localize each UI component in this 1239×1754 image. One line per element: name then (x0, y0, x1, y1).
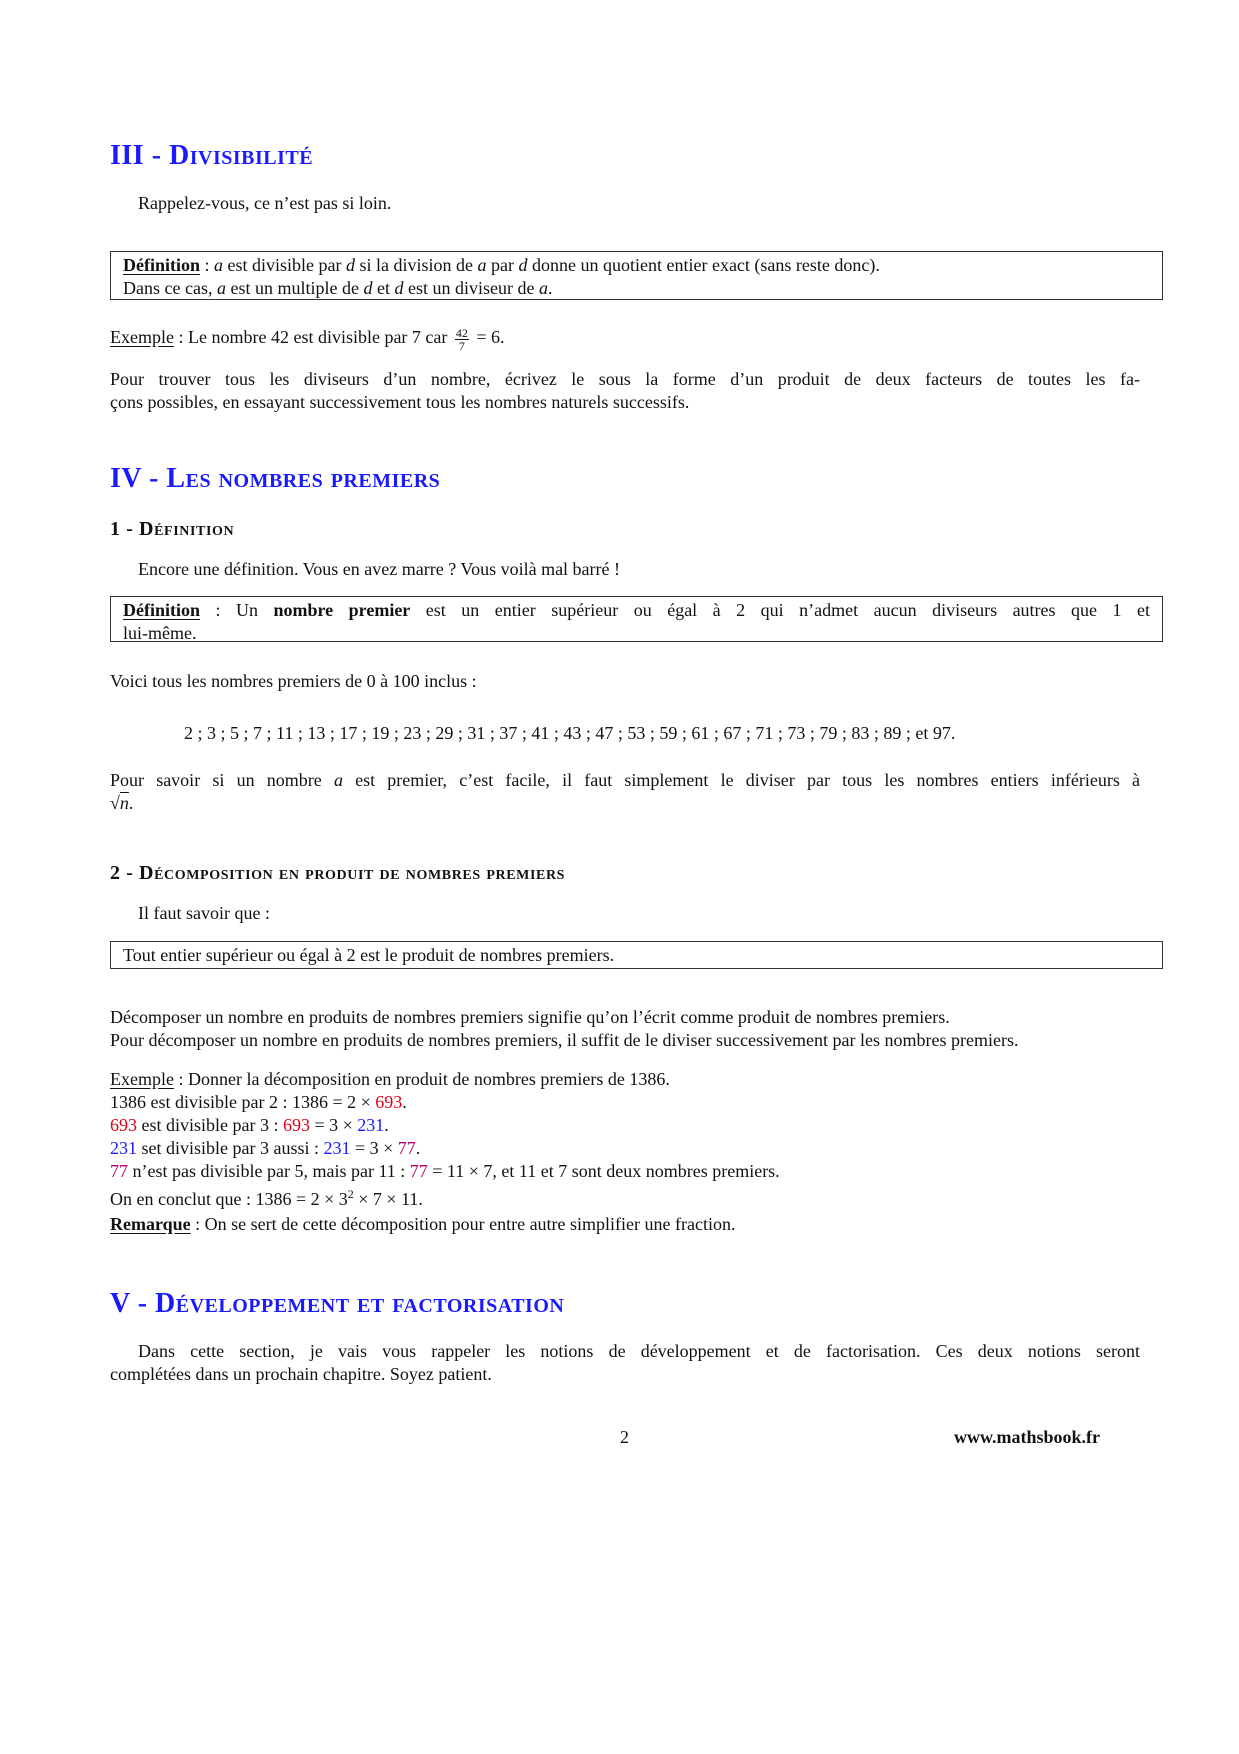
text: . (415, 1138, 421, 1158)
primes-list-intro: Voici tous les nombres premiers de 0 à 100 inclus : (110, 671, 477, 691)
text: = 11 × 7, et 11 et 7 sont deux nombres premiers. (427, 1161, 780, 1181)
highlight-blue: 231 (357, 1115, 385, 1135)
definition-line-2: lui-même. (123, 623, 197, 643)
text: Pour savoir si un nombre (110, 770, 334, 790)
definition-label: Définition (123, 255, 201, 275)
subsection-2-intro: Il faut savoir que : (138, 903, 270, 923)
example-line (110, 1091, 780, 1114)
remark (110, 1213, 736, 1236)
example-line (110, 1068, 780, 1091)
example-divisibility (110, 326, 505, 352)
text: si la division de (355, 255, 478, 275)
highlight-red: 693 (110, 1115, 137, 1135)
example-line (110, 1160, 780, 1183)
text: = 3 × (309, 1115, 358, 1135)
math-var: d (346, 255, 356, 275)
example-line (110, 1114, 780, 1137)
text: : On se sert de cette décomposition pour entre autre simplifier une fraction. (190, 1214, 736, 1234)
paragraph-line: çons possibles, en essayant successivement tous les nombres naturels successifs. (110, 392, 690, 412)
text: : Un (200, 600, 274, 620)
highlight-red: 693 (282, 1115, 310, 1135)
definition-label: Définition (123, 600, 201, 620)
example-label: Exemple (110, 327, 174, 347)
text: × 7 × 11. (353, 1189, 423, 1209)
subsection-1-intro: Encore une définition. Vous en avez marre ? Vous voilà mal barré ! (138, 559, 621, 579)
math-var: a (333, 770, 343, 790)
paragraph-line: Pour décomposer un nombre en produits de nombres premiers, il suffit de le diviser successivement par les nombres premiers. (110, 1030, 1019, 1050)
text: . (402, 1092, 407, 1112)
exponent: 2 (347, 1187, 354, 1201)
example-line (110, 1183, 780, 1211)
sqrt-symbol: √ (110, 793, 120, 813)
math-var: d (394, 278, 404, 298)
text: : (200, 255, 215, 275)
math-var: d (363, 278, 373, 298)
prime-test-paragraph (110, 769, 1140, 815)
definition-box-divisibility (110, 251, 1163, 300)
math-var: a (214, 255, 224, 275)
text: est divisible par (223, 255, 347, 275)
example-line (110, 1137, 780, 1160)
text: donne un quotient entier exact (sans reste donc). (527, 255, 880, 275)
text: Dans ce cas, (123, 278, 217, 298)
text: On en conclut que : 1386 = 2 × 3 (110, 1189, 348, 1209)
fraction (455, 327, 469, 352)
paragraph-line: Dans cette section, je vais vous rappeler les notions de développement et de factorisation. Ces deux notions seront (138, 1341, 1140, 1361)
math-var: n (119, 793, 129, 813)
paragraph-line (110, 769, 1140, 792)
section-3-title: III - Divisibilité (110, 140, 314, 171)
section-5-paragraph (110, 1340, 1140, 1386)
math-var: a (216, 278, 226, 298)
text: est premier, c’est facile, il faut simplement le diviser par tous les nombres entiers inférieurs à (342, 770, 1141, 790)
text: 1386 est divisible par 2 : 1386 = 2 × (110, 1092, 376, 1112)
text: . (128, 793, 134, 813)
divisors-paragraph (110, 368, 1140, 414)
text: n’est pas divisible par 5, mais par 11 : (128, 1161, 410, 1181)
section-3-intro: Rappelez-vous, ce n’est pas si loin. (138, 193, 392, 213)
text: = 6. (471, 327, 505, 347)
highlight-blue: 231 (323, 1138, 351, 1158)
definition-line-2 (123, 277, 1150, 300)
paragraph-line (110, 792, 1140, 815)
text: = 3 × (350, 1138, 398, 1158)
text: est un entier supérieur ou égal à 2 qui n’admet aucun diviseurs autres que 1 et (410, 600, 1151, 620)
highlight-red: 693 (375, 1092, 403, 1112)
example-decomposition (110, 1068, 780, 1211)
text: set divisible par 3 aussi : (137, 1138, 324, 1158)
remark-label: Remarque (110, 1214, 191, 1234)
section-5-title: V - Développement et factorisation (110, 1288, 565, 1319)
text: : Le nombre 42 est divisible par 7 car (173, 327, 452, 347)
highlight-blue: 231 (110, 1138, 137, 1158)
text: : Donner la décomposition en produit de nombres premiers de 1386. (173, 1069, 670, 1089)
subsection-1-title: 1 - Définition (110, 518, 235, 540)
example-label: Exemple (110, 1069, 174, 1089)
definition-line-1 (123, 254, 1150, 277)
math-var: d (518, 255, 528, 275)
text: . (384, 1115, 389, 1135)
footer-url[interactable]: www.mathsbook.fr (954, 1427, 1101, 1447)
math-var: a (477, 255, 487, 275)
definition-box-prime (110, 596, 1163, 642)
text: et (372, 278, 395, 298)
highlight-purple: 77 (409, 1161, 428, 1181)
page-number: 2 (620, 1427, 629, 1447)
highlight-purple: 77 (110, 1161, 128, 1181)
section-4-title: IV - Les nombres premiers (110, 463, 441, 494)
subsection-2-title: 2 - Décomposition en produit de nombres premiers (110, 862, 566, 884)
text: . (547, 278, 553, 298)
text: est un multiple de (225, 278, 364, 298)
boxed-statement: Tout entier supérieur ou égal à 2 est le produit de nombres premiers. (110, 941, 1163, 969)
text: est divisible par 3 : (137, 1115, 283, 1135)
paragraph-line: Décomposer un nombre en produits de nombres premiers signifie qu’on l’écrit comme produit de nombres premiers. (110, 1007, 950, 1027)
decomposition-paragraph (110, 1006, 1018, 1052)
text: est un diviseur de (403, 278, 539, 298)
paragraph-line: Pour trouver tous les diviseurs d’un nombre, écrivez le sous la forme d’un produit de deux facteurs de toutes les fa- (110, 369, 1140, 389)
bold-term: nombre premier (273, 600, 411, 620)
paragraph-line: complétées dans un prochain chapitre. Soyez patient. (110, 1364, 492, 1384)
fraction-numerator: 42 (455, 326, 468, 340)
definition-line-1 (123, 599, 1150, 622)
highlight-purple: 77 (397, 1138, 416, 1158)
math-var: a (538, 278, 548, 298)
primes-list: 2 ; 3 ; 5 ; 7 ; 11 ; 13 ; 17 ; 19 ; 23 ; 29 ; 31 ; 37 ; 41 ; 43 ; 47 ; 53 ; 59 ; 61 ; 67 ; 71 ; 73 ; 79 ; 83 ; 89 ; et 97. (184, 723, 956, 743)
text: par (486, 255, 519, 275)
fraction-denominator: 7 (458, 339, 465, 353)
